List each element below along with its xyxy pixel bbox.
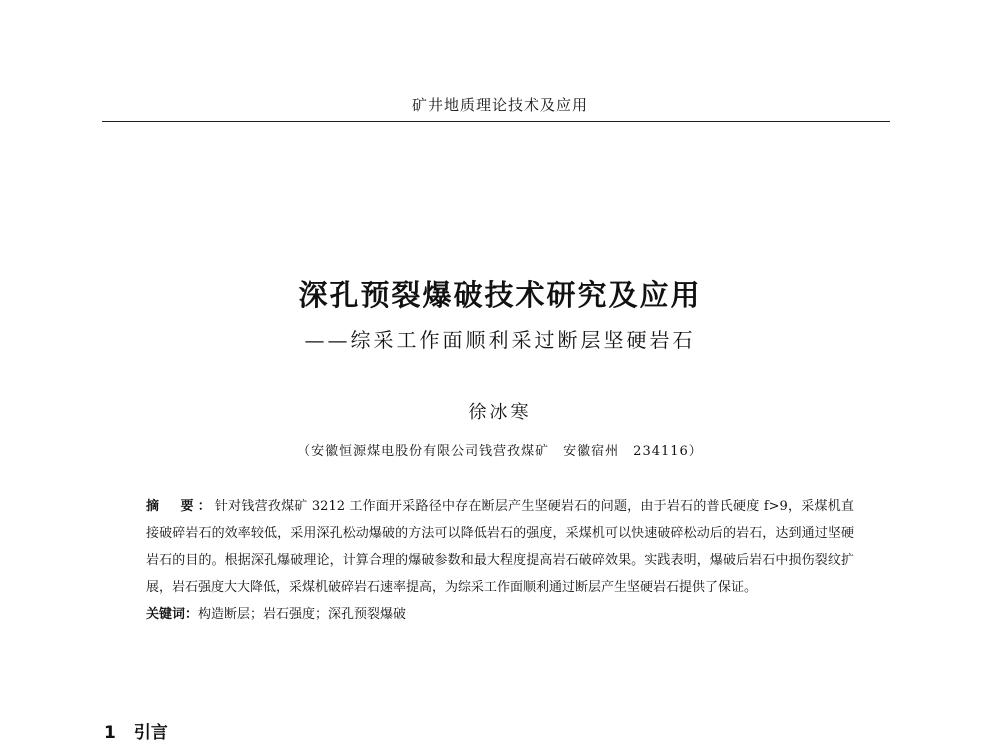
abstract-label: 摘 要： — [146, 499, 215, 514]
keywords-text: 构造断层；岩石强度；深孔预裂爆破 — [198, 607, 407, 622]
section-title: 引言 — [133, 723, 168, 743]
section-number: 1 — [104, 723, 116, 743]
running-header: 矿井地质理论技术及应用 — [411, 96, 588, 114]
author-affiliation: （安徽恒源煤电股份有限公司钱营孜煤矿 安徽宿州 234116） — [297, 444, 703, 459]
paper-title: 深孔预裂爆破技术研究及应用 — [298, 278, 702, 312]
section-heading — [104, 718, 168, 743]
abstract-text: 针对钱营孜煤矿 3212 工作面开采路径中存在断层产生坚硬岩石的问题，由于岩石的普氏硬度 f>9，采煤机直接破碎岩石的效率较低，采用深孔松动爆破的方法可以降低岩石的强度，采煤机可以快速破碎松动后的岩石，达到通过坚硬岩石的目的。根据深孔爆破理论，计算合理的爆破参数和最大程度提高岩石破碎效果。实践表明，爆破后岩石中损伤裂纹扩展，岩石强度大大降低，采煤机破碎岩石速率提高，为综采工作面顺利通过断层产生坚硬岩石提供了保证。 — [146, 499, 854, 595]
abstract-paragraph — [146, 493, 854, 601]
keywords-line — [146, 601, 854, 628]
keywords-label: 关键词： — [146, 607, 199, 622]
paper-subtitle: ——综采工作面顺利采过断层坚硬岩石 — [304, 328, 696, 352]
header-divider — [102, 121, 890, 122]
author-name: 徐冰寒 — [468, 402, 532, 423]
abstract-block — [146, 493, 854, 628]
